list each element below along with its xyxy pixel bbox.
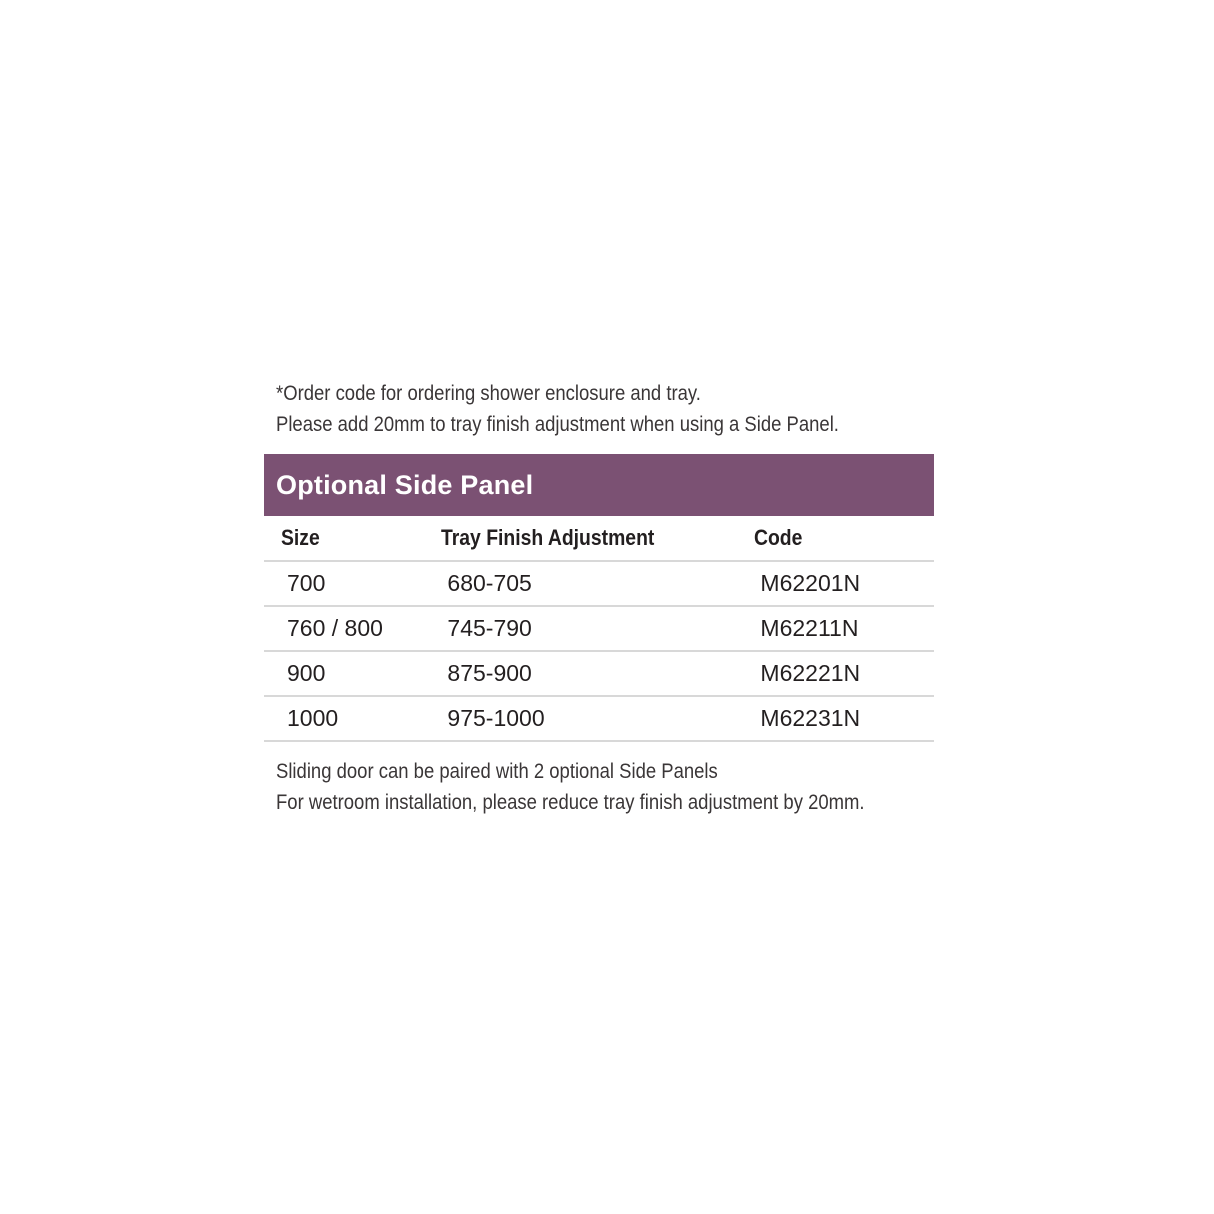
header-size: Size — [264, 516, 441, 561]
header-tray-finish-adjustment: Tray Finish Adjustment — [441, 516, 754, 561]
side-panel-table — [264, 454, 934, 742]
cell-size: 1000 — [264, 696, 441, 741]
cell-size: 700 — [264, 561, 441, 606]
spec-sheet — [264, 378, 954, 818]
table-row — [264, 696, 934, 741]
note-side-panel-adjustment: Please add 20mm to tray finish adjustment when using a Side Panel. — [276, 413, 839, 436]
cell-code: M62211N — [754, 606, 934, 651]
header-code: Code — [754, 516, 934, 561]
note-sliding-door: Sliding door can be paired with 2 optional Side Panels — [276, 760, 718, 783]
cell-size: 760 / 800 — [264, 606, 441, 651]
spec-table — [264, 516, 934, 742]
cell-adjustment: 975-1000 — [441, 696, 754, 741]
cell-code: M62201N — [754, 561, 934, 606]
table-row — [264, 561, 934, 606]
cell-adjustment: 875-900 — [441, 651, 754, 696]
cell-size: 900 — [264, 651, 441, 696]
note-order-code: *Order code for ordering shower enclosure and tray. — [276, 382, 701, 405]
notes-bottom — [264, 756, 954, 818]
table-row — [264, 606, 934, 651]
table-row — [264, 651, 934, 696]
cell-adjustment: 745-790 — [441, 606, 754, 651]
note-wetroom: For wetroom installation, please reduce tray finish adjustment by 20mm. — [276, 791, 865, 814]
notes-top — [264, 378, 954, 440]
cell-code: M62231N — [754, 696, 934, 741]
cell-adjustment: 680-705 — [441, 561, 754, 606]
table-title-banner: Optional Side Panel — [264, 454, 934, 516]
table-header-row — [264, 516, 934, 561]
cell-code: M62221N — [754, 651, 934, 696]
